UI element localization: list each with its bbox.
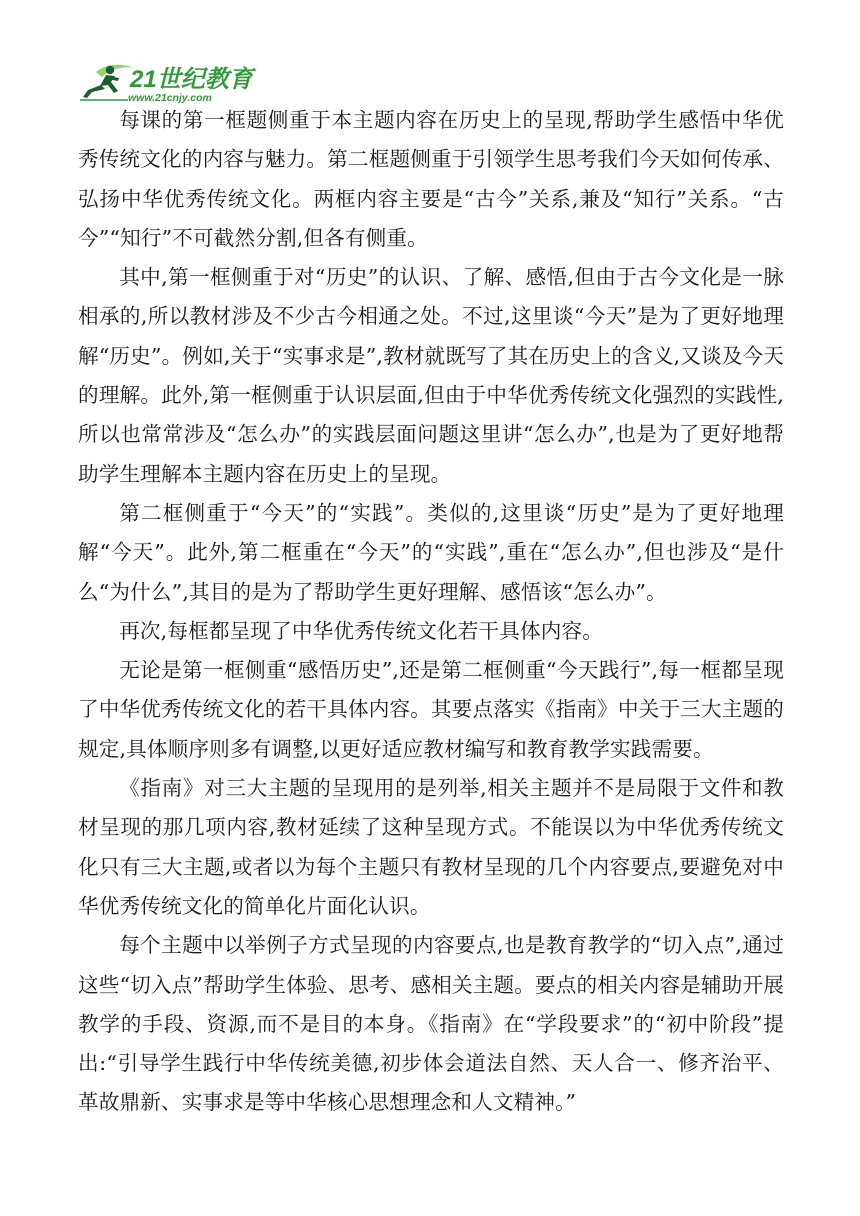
logo-url: www.21cnjy.com: [128, 92, 212, 104]
paragraph: 无论是第一框侧重“感悟历史”,还是第二框侧重“今天践行”,每一框都呈现了中华优秀传统文化的若干具体内容。其要点落实《指南》中关于三大主题的规定,具体顺序则多有调整,以更好适应教材编写和教育教学实践需要。: [78, 658, 784, 761]
paragraph: 再次,每框都呈现了中华优秀传统文化若干具体内容。: [119, 618, 603, 643]
paragraph: 每个主题中以举例子方式呈现的内容要点,也是教育教学的“切入点”,通过这些“切入点”帮助学生体验、思考、感相关主题。要点的相关内容是辅助开展教学的手段、资源,而不是目的本身。《指南》在“学段要求”的“初中阶段”提出:“引导学生践行中华传统美德,初步体会道法自然、天人合一、修齐治平、革故鼎新、实事求是等中华核心思想理念和人文精神。”: [78, 933, 784, 1115]
logo-brand: 21世纪教育: [130, 66, 253, 93]
paragraph: 每课的第一框题侧重于本主题内容在历史上的呈现,帮助学生感悟中华优秀传统文化的内容与魅力。第二框题侧重于引领学生思考我们今天如何传承、弘扬中华优秀传统文化。两框内容主要是“古今”关系,兼及“知行”关系。“古今”“知行”不可截然分割,但各有侧重。: [78, 108, 784, 250]
paragraph: 其中,第一框侧重于对“历史”的认识、了解、感悟,但由于古今文化是一脉相承的,所以教材涉及不少古今相通之处。不过,这里谈“今天”是为了更好地理解“历史”。例如,关于“实事求是”,教材就既写了其在历史上的含义,又谈及今天的理解。此外,第一框侧重于认识层面,但由于中华优秀传统文化强烈的实践性,所以也常常涉及“怎么办”的实践层面问题这里讲“怎么办”,也是为了更好地帮助学生理解本主题内容在历史上的呈现。: [78, 265, 784, 486]
running-figure-icon: [78, 60, 258, 104]
paragraph: 第二框侧重于“今天”的“实践”。类似的,这里谈“历史”是为了更好地理解“今天”。此外,第二框重在“今天”的“实践”,重在“怎么办”,但也涉及“是什么“为什么”,其目的是为了帮助学生更好理解、感悟该“怎么办”。: [78, 500, 784, 604]
site-logo: [78, 60, 258, 104]
document-body: [78, 101, 784, 1123]
paragraph: 《指南》对三大主题的呈现用的是列举,相关主题并不是局限于文件和教材呈现的那几项内容,教材延续了这种呈现方式。不能误以为中华优秀传统文化只有三大主题,或者以为每个主题只有教材呈现的几个内容要点,要避免对中华优秀传统文化的简单化片面化认识。: [78, 776, 784, 918]
